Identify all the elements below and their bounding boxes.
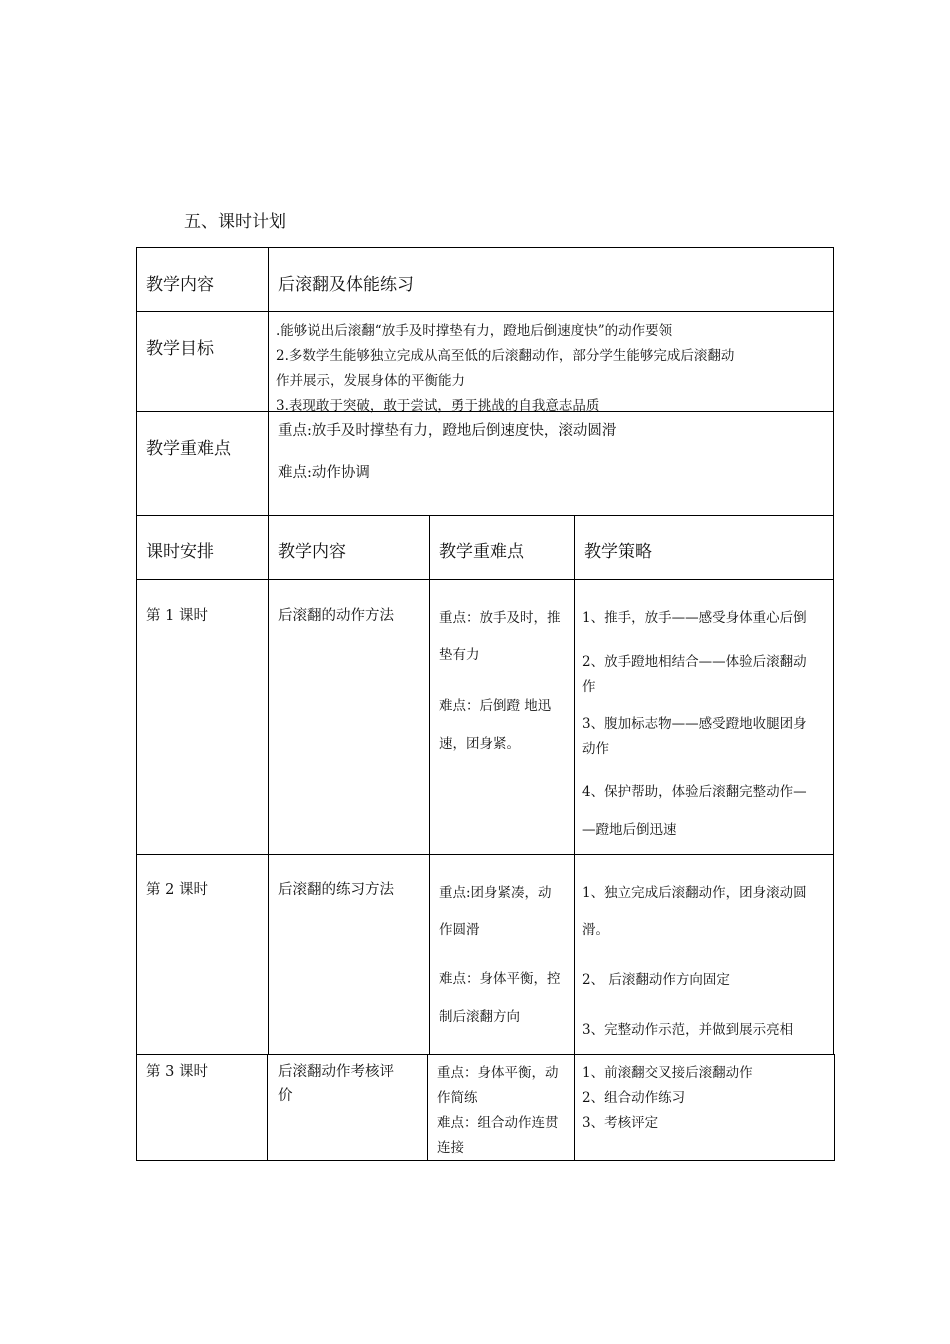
strategy-line: 1、前滚翻交叉接后滚翻动作 [582, 1065, 753, 1081]
keypoint-line: 连接 [437, 1140, 464, 1156]
lesson-content: 价 [278, 1088, 293, 1104]
keypoint-line: 速，团身紧。 [439, 736, 520, 752]
strategy-line: 2、放手蹬地相结合——体验后滚翻动 [582, 654, 807, 670]
col-divider [574, 515, 575, 1055]
header-strategy: 教学策略 [584, 542, 652, 562]
goal-line: 2.多数学生能够独立完成从高至低的后滚翻动作，部分学生能够完成后滚翻动 [276, 348, 735, 364]
header-keypoints: 教学重难点 [439, 542, 524, 562]
lesson-content: 后滚翻的动作方法 [278, 608, 394, 624]
overview-table [136, 247, 834, 516]
col-divider [268, 247, 269, 516]
keypoint-line: 制后滚翻方向 [439, 1009, 520, 1025]
strategy-line: 2、组合动作练习 [582, 1090, 686, 1106]
key-label: 教学重难点 [146, 439, 231, 459]
header-content: 教学内容 [278, 542, 346, 562]
strategy-line: 滑。 [582, 922, 609, 938]
col-divider [268, 515, 269, 1055]
keypoint-line: 作简练 [437, 1090, 478, 1106]
lesson-content: 后滚翻的练习方法 [278, 882, 394, 898]
goal-line: 作并展示，发展身体的平衡能力 [276, 373, 465, 389]
lesson-label: 第 2 课时 [146, 882, 208, 898]
keypoint-line: 难点：组合动作连贯 [437, 1115, 559, 1131]
header-lesson: 课时安排 [146, 542, 214, 562]
keypoint-line: 重点：身体平衡，动 [437, 1065, 559, 1081]
keypoint-line: 垫有力 [439, 647, 480, 663]
strategy-line: 3、完整动作示范，并做到展示亮相 [582, 1022, 794, 1038]
keypoint-line: 难点：身体平衡，控 [439, 971, 561, 987]
key-point: 重点:放手及时撑垫有力，蹬地后倒速度快，滚动圆滑 [278, 423, 617, 439]
strategy-line: 4、保护帮助，体验后滚翻完整动作— [582, 784, 807, 800]
lesson-label: 第 3 课时 [146, 1064, 208, 1080]
content-label: 教学内容 [146, 275, 214, 295]
keypoint-line: 重点：放手及时，推 [439, 610, 561, 626]
goal-line: 3.表现敢于突破，敢于尝试，勇于挑战的自我意志品质 [276, 398, 600, 414]
keypoint-line: 作圆滑 [439, 922, 480, 938]
keypoint-line: 难点：后倒蹬 地迅 [439, 698, 552, 714]
row-divider [136, 854, 834, 855]
strategy-line: 1、推手，放手——感受身体重心后倒 [582, 610, 807, 626]
difficulty: 难点:动作协调 [278, 465, 370, 481]
strategy-line: 动作 [582, 741, 609, 757]
strategy-line: 2、 后滚翻动作方向固定 [582, 972, 730, 988]
col-divider [427, 1054, 428, 1161]
lesson-content: 后滚翻动作考核评 [278, 1064, 394, 1080]
goals-label: 教学目标 [146, 339, 214, 359]
strategy-line: —蹬地后倒迅速 [582, 822, 677, 838]
keypoint-line: 重点:团身紧凑，动 [439, 885, 552, 901]
section-heading: 五、课时计划 [184, 212, 286, 232]
lesson-label: 第 1 课时 [146, 608, 208, 624]
strategy-line: 1、独立完成后滚翻动作，团身滚动圆 [582, 885, 807, 901]
col-divider [429, 515, 430, 1055]
col-divider [574, 1054, 575, 1161]
strategy-line: 作 [582, 679, 596, 695]
goal-line: .能够说出后滚翻“放手及时撑垫有力，蹬地后倒速度快”的动作要领 [276, 323, 673, 339]
col-divider [267, 1054, 268, 1161]
row-divider [136, 311, 834, 312]
strategy-line: 3、腹加标志物——感受蹬地收腿团身 [582, 716, 807, 732]
row-divider [136, 579, 834, 580]
content-value: 后滚翻及体能练习 [278, 275, 414, 295]
strategy-line: 3、考核评定 [582, 1115, 659, 1131]
